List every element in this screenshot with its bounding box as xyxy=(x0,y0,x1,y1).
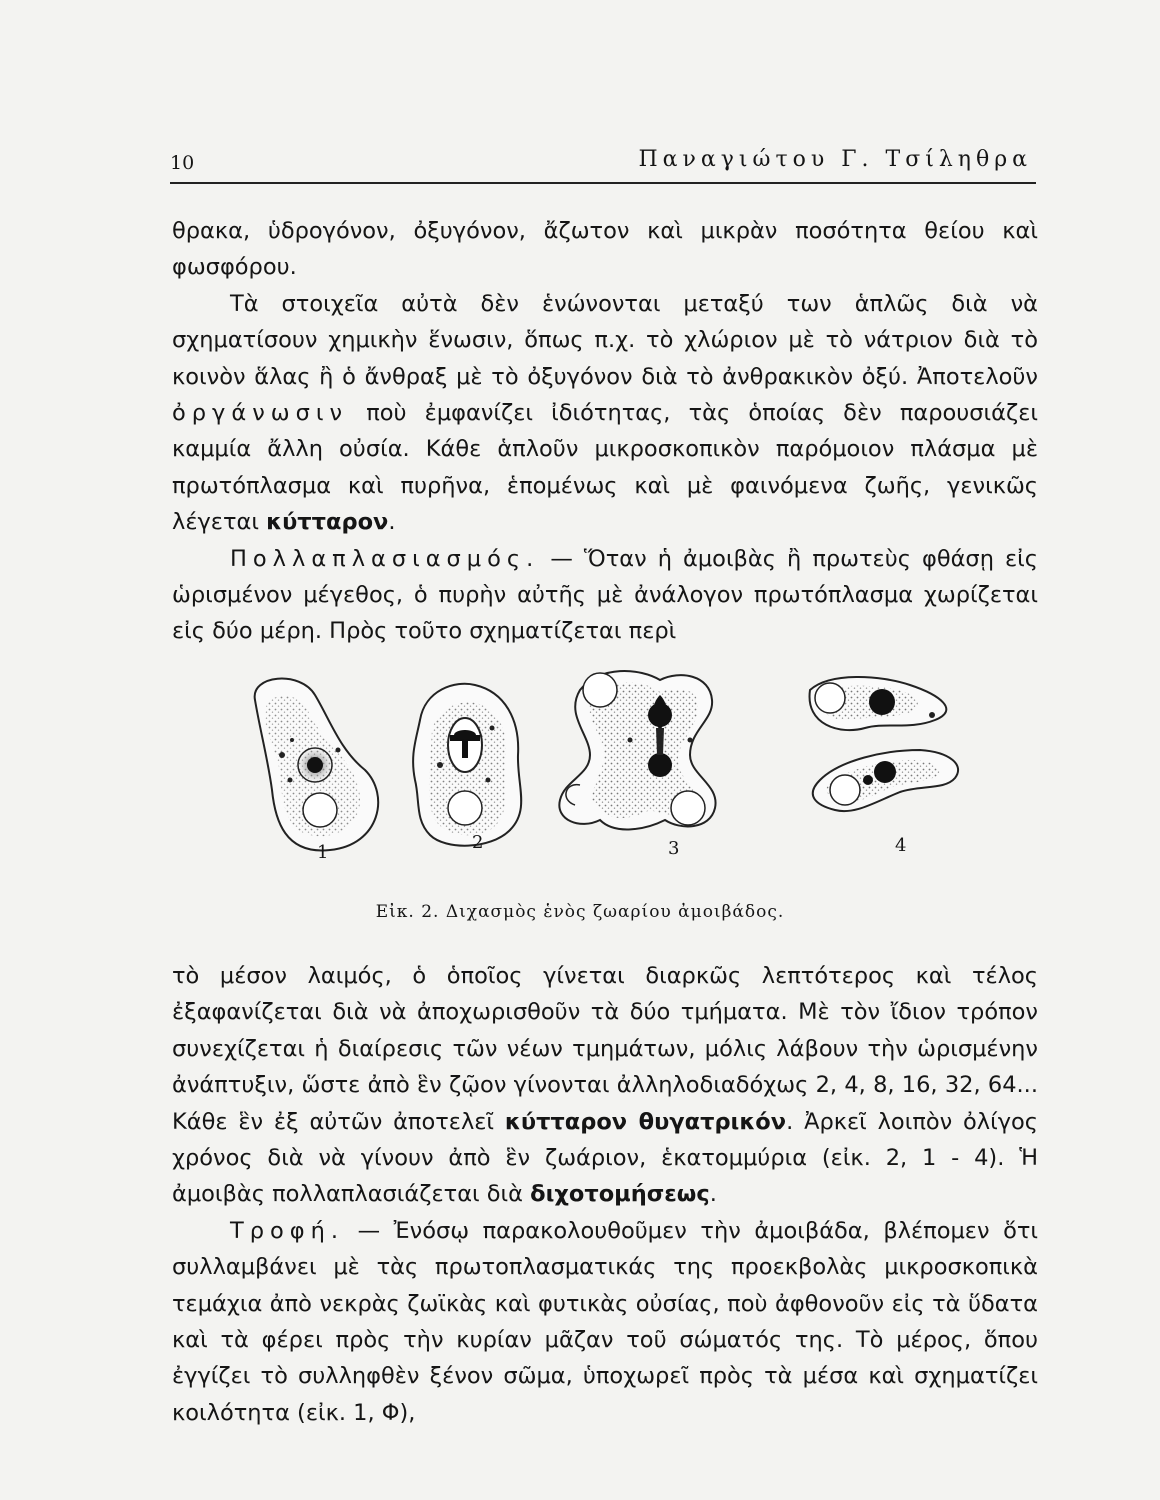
paragraph-3-text: — Ὅταν ἡ ἀμοιβὰς ἢ πρωτεὺς φθάσῃ εἰς ὡρισμένον μέγεθος, ὁ πυρὴν αὐτῆς μὲ ἀνάλογον πρωτόπλασμα χωρίζεται εἰς δύο μέρη. Πρὸς τοῦτο σχηματίζεται περὶ xyxy=(172,545,1038,645)
paragraph-2-end: . xyxy=(388,509,396,536)
text-block-top xyxy=(172,213,1038,650)
term-kyttaron: κύτταρον xyxy=(266,509,389,536)
term-dichotomiseos: διχοτομήσεως xyxy=(530,1181,710,1208)
paragraph-2-text-b: ποὺ ἐμφανίζει ἰδιότητας, τὰς ὁποίας δὲν παρουσιάζει καμμία ἄλλη οὐσία. Κάθε ἁπλοῦν μικροσκοπικὸν παρόμοιον πλάσμα μὲ πρωτόπλασμα καὶ πυρῆνα, ἑπομένως καὶ μὲ φαινόμενα ζωῆς, γενικῶς λέγεται xyxy=(172,400,1038,536)
paragraph-4-text-a: τὸ μέσον λαιμός, ὁ ὁποῖος γίνεται διαρκῶς λεπτότερος καὶ τέλος ἐξαφανίζεται διὰ νὰ ἀποχωρισθοῦν τὰ δύο τμήματα. Μὲ τὸν ἴδιον τρόπον συνεχίζεται ἡ διαίρεσις τῶν νέων τμημάτων, μόλις λάβουν τὴν ὡρισμένην ἀνάπτυξιν, ὥστε ἀπὸ ἓν ζῷον γίνονται ἀλληλοδιαδόχως 2, 4, 8, 16, 32, 64... Κάθε ἓν ἐξ αὐτῶν ἀποτελεῖ xyxy=(172,963,1038,1135)
figure-label-4: 4 xyxy=(895,835,907,856)
amoeba-stage-1 xyxy=(255,679,379,851)
term-kyttaron-thygatrikon: κύτταρον θυγατρικόν xyxy=(504,1108,787,1135)
paragraph-3 xyxy=(172,541,1038,650)
paragraph-4-text-b: . Ἀρκεῖ λοιπὸν ὀλίγος χρόνος διὰ νὰ γίνουν ἀπὸ ἓν ζωάριον, ἑκατομμύρια (εἰκ. 2, 1 - 4). Ἡ ἀμοιβὰς πολλαπλασιάζεται διὰ xyxy=(172,1108,1039,1208)
amoeba-stage-4 xyxy=(810,677,959,811)
header-rule xyxy=(170,182,1036,184)
figure-caption: Εἰκ. 2. Διχασμὸς ἑνὸς ζωαρίου ἀμοιβάδος. xyxy=(375,902,785,922)
amoeba-illustration xyxy=(220,660,980,870)
heading-trofi: Τροφή. xyxy=(230,1217,345,1244)
term-organosin: ὀργάνωσιν xyxy=(172,400,349,427)
figure-label-1: 1 xyxy=(317,842,329,863)
paragraph-2-text-a: Τὰ στοιχεῖα αὐτὰ δὲν ἑνώνονται μεταξύ των ἁπλῶς διὰ νὰ σχηματίσουν χημικὴν ἕνωσιν, ὅπως π.χ. τὸ χλώριον μὲ τὸ νάτριον διὰ τὸ κοινὸν ἅλας ἢ ὁ ἄνθραξ μὲ τὸ ὀξυγόνον διὰ τὸ ἀνθρακικὸν ὀξύ. Ἀποτελοῦν xyxy=(172,290,1038,390)
paragraph-4 xyxy=(172,958,1038,1213)
paragraph-2 xyxy=(172,286,1038,541)
paragraph-4-end: . xyxy=(709,1181,717,1208)
page-number: 10 xyxy=(170,152,195,174)
amoeba-stage-2 xyxy=(413,684,521,846)
running-header-author: Παναγιώτου Γ. Τσίληθρα xyxy=(638,147,1032,172)
paragraph-1: θρακα, ὑδρογόνον, ὀξυγόνον, ἄζωτον καὶ μικρὰν ποσότητα θείου καὶ φωσφόρου. xyxy=(172,218,1038,281)
figure-label-2: 2 xyxy=(472,832,484,853)
text-block-bottom xyxy=(172,958,1038,1431)
heading-pollaplasiasmos: Πολλαπλασιασμός. xyxy=(230,545,540,572)
figure-amoeba-division xyxy=(220,660,980,870)
paragraph-5-text: — Ἐνόσῳ παρακολουθοῦμεν τὴν ἀμοιβάδα, βλέπομεν ὅτι συλλαμβάνει μὲ τὰς πρωτοπλασματικάς της προεκβολὰς μικροσκοπικὰ τεμάχια ἀπὸ νεκρὰς ζωϊκὰς καὶ φυτικὰς οὐσίας, ποὺ ἀφθονοῦν εἰς τὰ ὕδατα καὶ τὰ φέρει πρὸς τὴν κυρίαν μᾶζαν τοῦ σώματός της. Τὸ μέρος, ὅπου ἐγγίζει τὸ συλληφθὲν ξένον σῶμα, ὑποχωρεῖ πρὸς τὰ μέσα καὶ σχηματίζει κοιλότητα (εἰκ. 1, Φ), xyxy=(172,1217,1038,1426)
figure-label-3: 3 xyxy=(668,838,680,859)
amoeba-stage-3 xyxy=(559,671,715,829)
paragraph-5 xyxy=(172,1213,1038,1431)
